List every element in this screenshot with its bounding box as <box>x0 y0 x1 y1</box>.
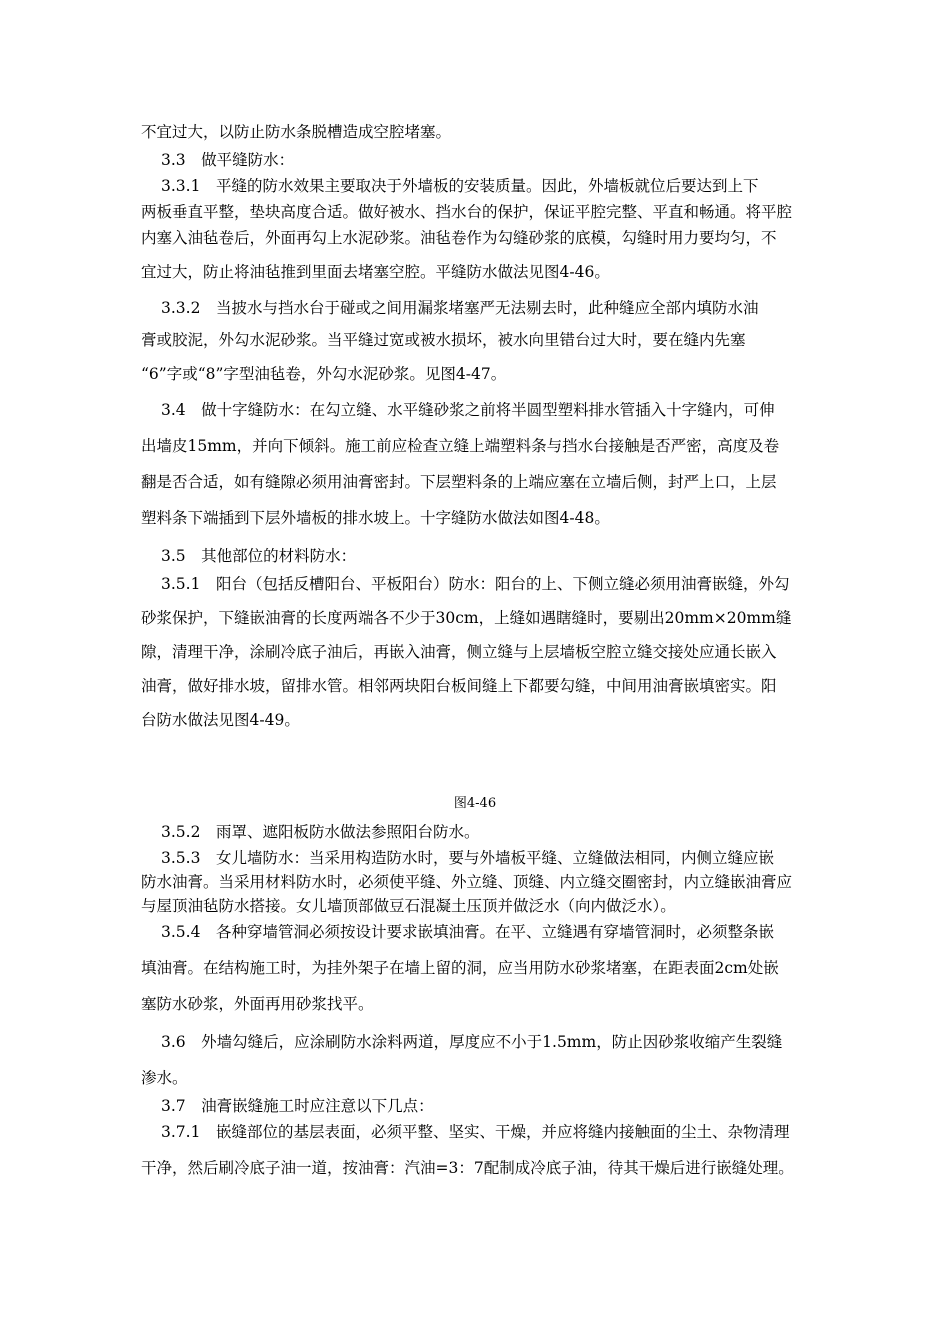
text-line: 油膏，做好排水坡，留排水管。相邻两块阳台板间缝上下都要勾缝，中间用油膏嵌填密实。阳 <box>141 677 777 695</box>
text-line: 与屋顶油毡防水搭接。女儿墙顶部做豆石混凝土压顶并做泛水（向内做泛水）。 <box>141 897 676 915</box>
text-line: 3.7.1 嵌缝部位的基层表面，必须平整、坚实、干燥，并应将缝内接触面的尘土、杂物清理 <box>161 1123 790 1141</box>
text-line: 防水油膏。当采用材料防水时，必须使平缝、外立缝、顶缝、内立缝交圈密封，内立缝嵌油膏应 <box>141 873 793 891</box>
text-line: 内塞入油毡卷后，外面再勾上水泥砂浆。油毡卷作为勾缝砂浆的底模，勾缝时用力要均匀，不 <box>141 229 777 247</box>
text-line: 填油膏。在结构施工时，为挂外架子在墙上留的洞，应当用防水砂浆堵塞，在距表面2cm处嵌 <box>141 959 779 977</box>
text-line: “6”字或“8”字型油毡卷，外勾水泥砂浆。见图4-47。 <box>141 365 507 383</box>
text-line: 3.5 其他部位的材料防水： <box>161 547 357 565</box>
text-line: 3.7 油膏嵌缝施工时应注意以下几点： <box>161 1097 434 1115</box>
text-line: 膏或胶泥，外勾水泥砂浆。当平缝过宽或被水损坏，被水向里错台过大时，要在缝内先塞 <box>141 331 746 349</box>
text-line: 3.5.1 阳台（包括反槽阳台、平板阳台）防水：阳台的上、下侧立缝必须用油膏嵌缝，外勾 <box>161 575 790 593</box>
text-line: 3.3.1 平缝的防水效果主要取决于外墙板的安装质量。因此，外墙板就位后要达到上下 <box>161 177 759 195</box>
text-line: 渗水。 <box>141 1069 188 1087</box>
text-line: 两板垂直平整，垫块高度合适。做好被水、挡水台的保护，保证平腔完整、平直和畅通。将平腔 <box>141 203 793 221</box>
text-line: 翻是否合适，如有缝隙必须用油膏密封。下层塑料条的上端应塞在立墙后侧，封严上口，上层 <box>141 473 777 491</box>
text-line: 宜过大，防止将油毡推到里面去堵塞空腔。平缝防水做法见图4-46。 <box>141 263 610 281</box>
text-line: 砂浆保护，下缝嵌油膏的长度两端各不少于30cm，上缝如遇瞎缝时，要剔出20mm×20mm缝 <box>141 609 792 627</box>
text-line: 3.5.2 雨罩、遮阳板防水做法参照阳台防水。 <box>161 823 480 841</box>
text-line: 不宜过大，以防止防水条脱槽造成空腔堵塞。 <box>141 123 452 141</box>
text-line: 3.4 做十字缝防水：在勾立缝、水平缝砂浆之前将半圆型塑料排水管插入十字缝内，可伸 <box>161 401 775 419</box>
text-line: 3.5.3 女儿墙防水：当采用构造防水时，要与外墙板平缝、立缝做法相同，内侧立缝应嵌 <box>161 849 774 867</box>
figure-caption: 图4-46 <box>453 796 497 811</box>
text-line: 3.3 做平缝防水： <box>161 151 295 169</box>
text-line: 3.5.4 各种穿墙管洞必须按设计要求嵌填油膏。在平、立缝遇有穿墙管洞时，必须整条嵌 <box>161 923 774 941</box>
text-line: 隙，清理干净，涂刷冷底子油后，再嵌入油膏，侧立缝与上层墙板空腔立缝交接处应通长嵌入 <box>141 643 777 661</box>
text-line: 塑料条下端插到下层外墙板的排水坡上。十字缝防水做法如图4-48。 <box>141 509 610 527</box>
text-line: 台防水做法见图4-49。 <box>141 711 300 729</box>
text-line: 塞防水砂浆，外面再用砂浆找平。 <box>141 995 374 1013</box>
text-line: 出墙皮15mm，并向下倾斜。施工前应检查立缝上端塑料条与挡水台接触是否严密，高度及卷 <box>141 437 780 455</box>
text-line: 3.6 外墙勾缝后，应涂刷防水涂料两道，厚度应不小于1.5mm，防止因砂浆收缩产生裂缝 <box>161 1033 783 1051</box>
text-line: 3.3.2 当披水与挡水台于碰或之间用漏浆堵塞严无法剔去时，此种缝应全部内填防水油 <box>161 299 759 317</box>
text-line: 干净，然后刷冷底子油一道，按油膏：汽油=3：7配制成冷底子油，待其干燥后进行嵌缝处理。 <box>141 1159 794 1177</box>
